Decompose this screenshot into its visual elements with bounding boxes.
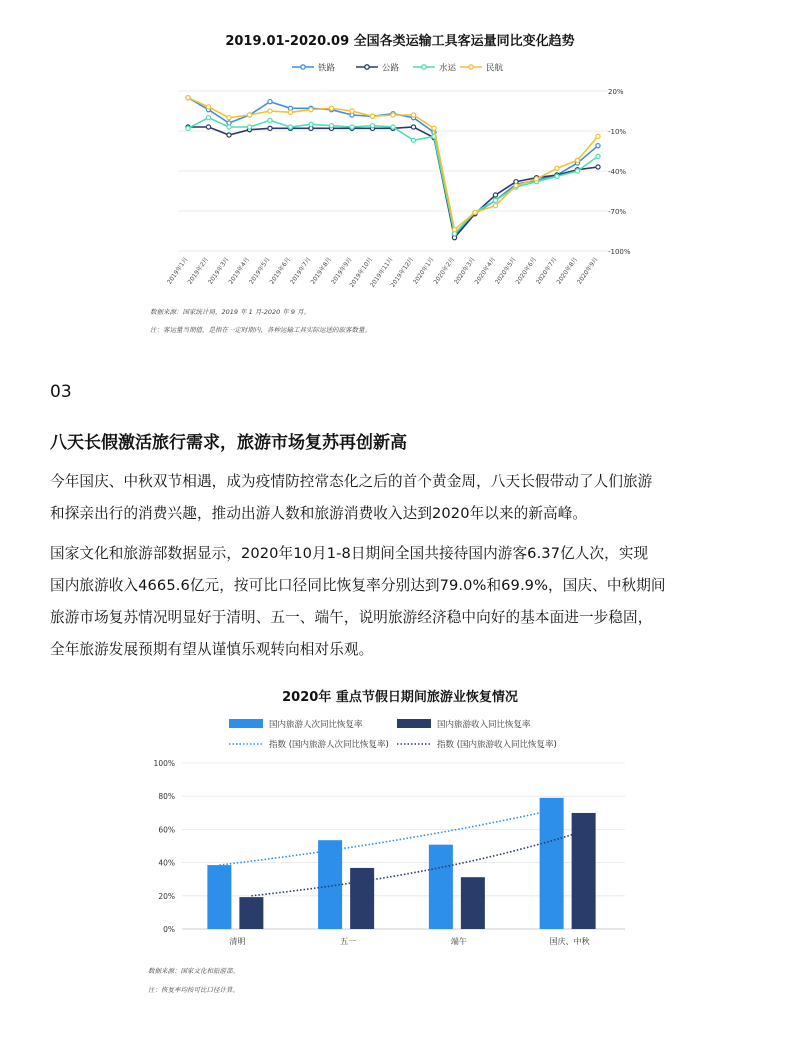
series-point-4: [288, 110, 292, 114]
series-point-3: [493, 198, 497, 202]
paragraph-2-line: 旅游市场复苏情况明显好于清明、五一、端午，说明旅游经济稳中向好的基本面进一步稳固，: [50, 609, 653, 626]
x-tick-label: 2019年6月: [268, 256, 293, 286]
x-tick-label: 2019年12月: [389, 256, 416, 289]
series-point-4: [534, 177, 538, 181]
series-point-2: [411, 125, 415, 129]
bar-series-1: [207, 865, 231, 929]
x-tick-label: 2019年3月: [207, 256, 231, 286]
x-tick-label: 清明: [229, 937, 246, 946]
x-tick-label: 2019年4月: [227, 256, 252, 286]
section-number: 03: [50, 382, 72, 402]
legend-swatch-1: [229, 719, 263, 728]
series-point-4: [329, 106, 333, 110]
x-tick-label: 2019年2月: [186, 256, 211, 286]
series-point-3: [268, 118, 272, 122]
series-point-2: [493, 193, 497, 197]
paragraph-1-line: 和探亲出行的消费兴趣，推动出游人数和旅游消费收入达到2020年以来的新高峰。: [50, 505, 588, 522]
series-point-3: [206, 116, 210, 120]
bar-series-1: [540, 798, 564, 929]
legend-label-2: 国内旅游收入同比恢复率: [437, 720, 531, 730]
series-point-2: [268, 126, 272, 130]
x-tick-label: 2019年11月: [368, 256, 395, 289]
legend-label-3: 水运: [439, 63, 457, 74]
series-point-3: [247, 125, 251, 129]
x-tick-label: 五一: [340, 937, 357, 946]
y-tick-label: 100%: [153, 759, 175, 768]
y-tick-label: 60%: [158, 825, 175, 835]
x-tick-label: 2020年3月: [453, 256, 477, 286]
legend-marker-2: [365, 65, 369, 69]
series-point-4: [493, 204, 497, 208]
series-line-1: [188, 98, 598, 235]
series-point-2: [596, 165, 600, 169]
y-tick-label: -70%: [608, 208, 627, 216]
series-point-4: [391, 113, 395, 117]
series-point-4: [186, 96, 190, 100]
legend-label-4: 民航: [486, 63, 504, 74]
y-tick-label: 80%: [158, 792, 175, 802]
bar-series-2: [239, 897, 263, 929]
trendline-2: [251, 831, 583, 896]
bar-series-2: [572, 813, 596, 929]
x-tick-label: 2020年1月: [412, 256, 436, 286]
chart2-title: 2020年 重点节假日期间旅游业恢复情况: [282, 690, 518, 705]
series-point-3: [411, 138, 415, 142]
x-tick-label: 端午: [450, 937, 467, 946]
x-tick-label: 2020年4月: [473, 256, 498, 286]
legend-marker-1: [301, 65, 305, 69]
paragraph-1: [50, 466, 740, 530]
legend-label-4: 指数 (国内旅游收入同比恢复率): [437, 740, 557, 750]
bar-series-2: [461, 877, 485, 929]
series-point-4: [411, 113, 415, 117]
series-point-3: [391, 125, 395, 129]
chart1-source: 数据来源：国家统计局，2019 年 1 月-2020 年 9 月。: [150, 308, 311, 316]
series-point-2: [227, 133, 231, 137]
series-point-4: [575, 158, 579, 162]
series-point-3: [555, 174, 559, 178]
series-point-4: [247, 113, 251, 117]
series-point-3: [596, 154, 600, 158]
chart2-svg: [0, 710, 788, 970]
y-tick-label: 20%: [608, 88, 624, 96]
x-tick-label: 2019年1月: [166, 256, 190, 286]
x-tick-label: 2020年8月: [555, 256, 580, 286]
y-tick-label: 0%: [163, 925, 175, 934]
x-tick-label: 2020年5月: [494, 256, 518, 286]
legend-label-1: 铁路: [318, 63, 336, 74]
chart1-svg: [0, 55, 788, 305]
series-point-4: [452, 228, 456, 232]
series-point-4: [206, 105, 210, 109]
x-tick-label: 2020年6月: [514, 256, 539, 286]
x-tick-label: 2020年7月: [535, 256, 559, 286]
series-point-3: [370, 124, 374, 128]
series-point-3: [227, 125, 231, 129]
paragraph-2-line: 全年旅游发展预期有望从谨慎乐观转向相对乐观。: [50, 641, 374, 658]
section-title: 八天长假激活旅行需求，旅游市场复苏再创新高: [50, 433, 407, 453]
series-point-4: [309, 108, 313, 112]
series-point-3: [350, 125, 354, 129]
legend-marker-3: [422, 65, 426, 69]
x-tick-label: 2019年5月: [248, 256, 272, 286]
series-point-2: [206, 125, 210, 129]
paragraph-2-line: 国家文化和旅游部数据显示，2020年10月1-8日期间全国共接待国内游客6.37亿人次，实现: [50, 545, 649, 562]
paragraph-1-line: 今年国庆、中秋双节相遇，成为疫情防控常态化之后的首个黄金周，八天长假带动了人们旅游: [50, 473, 653, 490]
trendline-1: [219, 810, 551, 865]
x-tick-label: 2020年2月: [432, 256, 457, 286]
series-point-3: [186, 126, 190, 130]
series-point-3: [329, 124, 333, 128]
series-point-4: [473, 210, 477, 214]
x-tick-label: 国庆、中秋: [549, 937, 590, 946]
paragraph-2: [50, 538, 740, 666]
series-point-4: [268, 109, 272, 113]
paragraph-2-line: 国内旅游收入4665.6亿元，按可比口径同比恢复率分别达到79.0%和69.9%，国庆、中秋期间: [50, 577, 666, 594]
y-tick-label: -40%: [608, 168, 627, 176]
bar-series-1: [429, 845, 453, 929]
x-tick-label: 2019年7月: [289, 256, 313, 286]
y-tick-label: -10%: [608, 128, 627, 136]
chart2-source: 数据来源：国家文化和旅游部。: [148, 967, 239, 975]
x-tick-label: 2019年8月: [309, 256, 334, 286]
series-point-4: [555, 166, 559, 170]
series-point-1: [596, 144, 600, 148]
legend-marker-4: [469, 65, 473, 69]
chart1-title: 2019.01-2020.09 全国各类运输工具客运量同比变化趋势: [225, 34, 575, 49]
y-tick-label: 20%: [158, 891, 175, 901]
series-point-3: [575, 169, 579, 173]
series-point-4: [227, 116, 231, 120]
legend-swatch-2: [397, 719, 431, 728]
legend-label-2: 公路: [382, 63, 400, 74]
legend-label-3: 指数 (国内旅游人次同比恢复率): [269, 740, 389, 750]
series-point-4: [514, 184, 518, 188]
series-point-4: [432, 126, 436, 130]
legend-label-1: 国内旅游人次同比恢复率: [269, 720, 363, 730]
series-point-1: [268, 100, 272, 104]
series-point-3: [309, 122, 313, 126]
chart2-footnote: 注：恢复率均按可比口径计算。: [148, 986, 239, 994]
x-tick-label: 2020年9月: [576, 256, 600, 286]
y-tick-label: -100%: [608, 248, 631, 256]
x-tick-label: 2019年10月: [348, 256, 375, 289]
x-tick-label: 2019年9月: [330, 256, 354, 286]
series-point-4: [370, 114, 374, 118]
chart1-footnote: 注：客运量当期值，是指在一定时期内，各种运输工具实际运送的旅客数量。: [150, 326, 371, 334]
series-point-3: [288, 125, 292, 129]
bar-series-2: [350, 868, 374, 929]
y-tick-label: 40%: [158, 858, 175, 868]
series-point-4: [350, 109, 354, 113]
series-point-4: [596, 134, 600, 138]
